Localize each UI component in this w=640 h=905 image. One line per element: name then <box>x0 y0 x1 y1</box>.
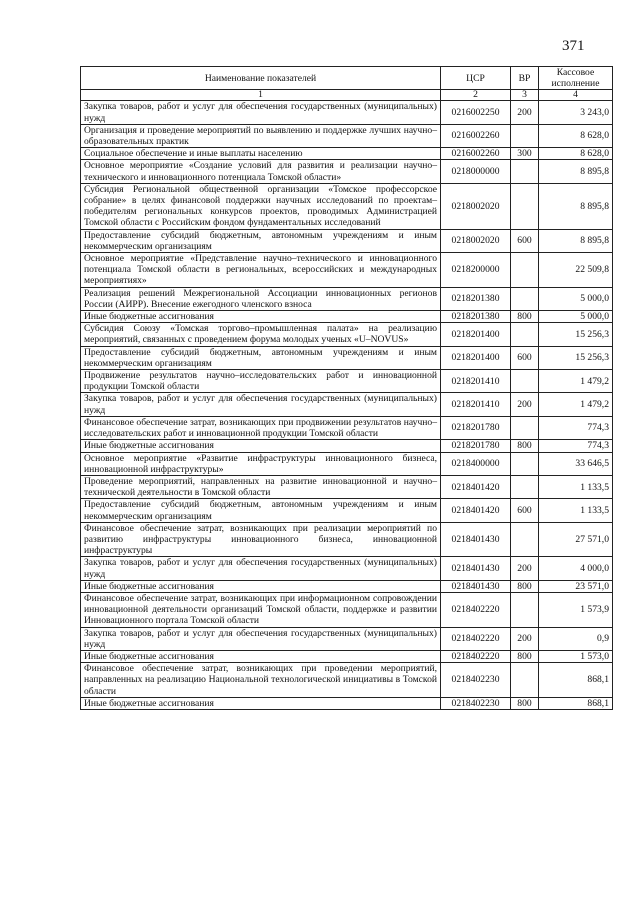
table-row <box>81 160 613 183</box>
table-row <box>81 475 613 498</box>
row-csr-cell: 0218400000 <box>441 452 511 475</box>
row-csr-cell: 0218201410 <box>441 393 511 416</box>
table-row <box>81 253 613 288</box>
row-amount-cell: 774,3 <box>539 416 613 439</box>
page-number: 371 <box>562 38 585 54</box>
table-row <box>81 557 613 580</box>
row-vr-cell <box>511 160 539 183</box>
row-vr-cell <box>511 183 539 229</box>
table-row <box>81 287 613 310</box>
row-csr-cell: 0216002260 <box>441 124 511 147</box>
row-csr-cell: 0218401420 <box>441 499 511 522</box>
row-csr-cell: 0218201400 <box>441 346 511 369</box>
header-row <box>81 67 613 90</box>
table-row <box>81 148 613 160</box>
row-vr-cell: 200 <box>511 101 539 124</box>
column-number: 4 <box>539 90 613 101</box>
row-name-cell: Предоставление субсидий бюджетным, автономным учреждениям и иным некоммерческим организациям <box>81 346 441 369</box>
column-number-row <box>81 90 613 101</box>
row-amount-cell: 1 133,5 <box>539 499 613 522</box>
row-amount-cell: 1 133,5 <box>539 475 613 498</box>
row-vr-cell: 600 <box>511 346 539 369</box>
row-csr-cell: 0218401430 <box>441 580 511 592</box>
row-amount-cell: 4 000,0 <box>539 557 613 580</box>
row-amount-cell: 5 000,0 <box>539 311 613 323</box>
row-csr-cell: 0216002260 <box>441 148 511 160</box>
row-vr-cell: 300 <box>511 148 539 160</box>
row-amount-cell: 774,3 <box>539 440 613 452</box>
budget-table <box>80 66 613 710</box>
row-vr-cell <box>511 416 539 439</box>
row-name-cell: Продвижение результатов научно–исследовательских работ и инновационной продукции Томской области <box>81 370 441 393</box>
row-amount-cell: 8 895,8 <box>539 183 613 229</box>
row-name-cell: Закупка товаров, работ и услуг для обеспечения государственных (муниципальных) нужд <box>81 627 441 650</box>
row-vr-cell: 800 <box>511 650 539 662</box>
header-amount: Кассовое исполнение <box>539 67 613 90</box>
table-row <box>81 592 613 627</box>
row-name-cell: Финансовое обеспечение затрат, возникающих при проведении мероприятий, направленных на реализацию Национальной технологической инициативы в Томской области <box>81 663 441 698</box>
table-row <box>81 697 613 709</box>
row-csr-cell: 0218002020 <box>441 183 511 229</box>
row-amount-cell: 1 573,9 <box>539 592 613 627</box>
row-name-cell: Закупка товаров, работ и услуг для обеспечения государственных (муниципальных) нужд <box>81 101 441 124</box>
row-csr-cell: 0218402220 <box>441 650 511 662</box>
row-name-cell: Основное мероприятие «Создание условий для развития и реализации научно–технического и инновационного потенциала Томской области» <box>81 160 441 183</box>
row-amount-cell: 27 571,0 <box>539 522 613 557</box>
row-amount-cell: 868,1 <box>539 663 613 698</box>
row-csr-cell: 0218201410 <box>441 370 511 393</box>
column-number: 3 <box>511 90 539 101</box>
row-amount-cell: 8 895,8 <box>539 229 613 252</box>
row-vr-cell <box>511 287 539 310</box>
row-csr-cell: 0218201780 <box>441 440 511 452</box>
row-vr-cell <box>511 522 539 557</box>
table-row <box>81 101 613 124</box>
row-name-cell: Финансовое обеспечение затрат, возникающих при реализации мероприятий по развитию инфраструктуры инновационного бизнеса, инновационной инфраструктуры <box>81 522 441 557</box>
row-name-cell: Предоставление субсидий бюджетным, автономным учреждениям и иным некоммерческим организациям <box>81 499 441 522</box>
row-amount-cell: 3 243,0 <box>539 101 613 124</box>
column-number: 1 <box>81 90 441 101</box>
row-csr-cell: 0218402230 <box>441 663 511 698</box>
row-name-cell: Проведение мероприятий, направленных на развитие инновационной и научно–технической деятельности в Томской области <box>81 475 441 498</box>
table-row <box>81 452 613 475</box>
row-amount-cell: 1 479,2 <box>539 370 613 393</box>
row-vr-cell: 800 <box>511 580 539 592</box>
row-csr-cell: 0218200000 <box>441 253 511 288</box>
row-amount-cell: 23 571,0 <box>539 580 613 592</box>
row-amount-cell: 8 628,0 <box>539 148 613 160</box>
row-vr-cell <box>511 124 539 147</box>
table-row <box>81 627 613 650</box>
row-name-cell: Финансовое обеспечение затрат, возникающих при информационном сопровождении инновационной деятельности организаций Томской области, поддержке и развитии Инновационного портала Томской области <box>81 592 441 627</box>
table-row <box>81 440 613 452</box>
row-vr-cell <box>511 452 539 475</box>
row-csr-cell: 0218002020 <box>441 229 511 252</box>
row-name-cell: Субсидия Региональной общественной организации «Томское профессорское собрание» в целях финансовой поддержки научных исследований по проектам–победителям региональных конкурсов проектов, проводимых Администрацией Томской области с Российским фондом фундаментальных исследований <box>81 183 441 229</box>
row-name-cell: Иные бюджетные ассигнования <box>81 697 441 709</box>
table-row <box>81 393 613 416</box>
table-row <box>81 499 613 522</box>
table-row <box>81 229 613 252</box>
row-name-cell: Иные бюджетные ассигнования <box>81 650 441 662</box>
row-name-cell: Социальное обеспечение и иные выплаты населению <box>81 148 441 160</box>
row-csr-cell: 0218201380 <box>441 287 511 310</box>
row-amount-cell: 15 256,3 <box>539 323 613 346</box>
row-amount-cell: 868,1 <box>539 697 613 709</box>
table-row <box>81 580 613 592</box>
row-vr-cell: 200 <box>511 393 539 416</box>
row-csr-cell: 0216002250 <box>441 101 511 124</box>
table-row <box>81 522 613 557</box>
row-name-cell: Иные бюджетные ассигнования <box>81 580 441 592</box>
row-vr-cell: 600 <box>511 229 539 252</box>
row-csr-cell: 0218402230 <box>441 697 511 709</box>
row-amount-cell: 8 895,8 <box>539 160 613 183</box>
row-vr-cell: 800 <box>511 440 539 452</box>
row-vr-cell <box>511 592 539 627</box>
row-csr-cell: 0218401430 <box>441 557 511 580</box>
row-amount-cell: 1 479,2 <box>539 393 613 416</box>
table-row <box>81 650 613 662</box>
row-amount-cell: 1 573,0 <box>539 650 613 662</box>
row-csr-cell: 0218201780 <box>441 416 511 439</box>
table-row <box>81 370 613 393</box>
row-name-cell: Организация и проведение мероприятий по выявлению и поддержке лучших научно–образовательных практик <box>81 124 441 147</box>
row-amount-cell: 15 256,3 <box>539 346 613 369</box>
table-row <box>81 346 613 369</box>
row-amount-cell: 0,9 <box>539 627 613 650</box>
row-vr-cell <box>511 370 539 393</box>
row-name-cell: Реализация решений Межрегиональной Ассоциации инновационных регионов России (АИРР). Внесение ежегодного членского взноса <box>81 287 441 310</box>
header-vr: ВР <box>511 67 539 90</box>
row-vr-cell: 600 <box>511 499 539 522</box>
column-number: 2 <box>441 90 511 101</box>
row-name-cell: Предоставление субсидий бюджетным, автономным учреждениям и иным некоммерческим организациям <box>81 229 441 252</box>
row-vr-cell <box>511 253 539 288</box>
row-name-cell: Основное мероприятие «Развитие инфраструктуры инновационного бизнеса, инновационной инфраструктуры» <box>81 452 441 475</box>
table-row <box>81 323 613 346</box>
row-name-cell: Иные бюджетные ассигнования <box>81 440 441 452</box>
row-csr-cell: 0218201400 <box>441 323 511 346</box>
row-csr-cell: 0218000000 <box>441 160 511 183</box>
row-name-cell: Субсидия Союзу «Томская торгово–промышленная палата» на реализацию мероприятий, связанных с проведением форума молодых ученых «U–NOVUS» <box>81 323 441 346</box>
table-row <box>81 311 613 323</box>
row-csr-cell: 0218401420 <box>441 475 511 498</box>
row-vr-cell: 800 <box>511 697 539 709</box>
row-amount-cell: 33 646,5 <box>539 452 613 475</box>
row-vr-cell: 200 <box>511 627 539 650</box>
row-name-cell: Основное мероприятие «Представление научно–технического и инновационного потенциала Томской области в региональных, всероссийских и международных мероприятиях» <box>81 253 441 288</box>
row-name-cell: Закупка товаров, работ и услуг для обеспечения государственных (муниципальных) нужд <box>81 557 441 580</box>
row-csr-cell: 0218402220 <box>441 592 511 627</box>
header-csr: ЦСР <box>441 67 511 90</box>
table-row <box>81 416 613 439</box>
row-vr-cell: 800 <box>511 311 539 323</box>
table-row <box>81 124 613 147</box>
row-csr-cell: 0218402220 <box>441 627 511 650</box>
row-vr-cell <box>511 323 539 346</box>
row-name-cell: Закупка товаров, работ и услуг для обеспечения государственных (муниципальных) нужд <box>81 393 441 416</box>
row-vr-cell: 200 <box>511 557 539 580</box>
header-name: Наименование показателей <box>81 67 441 90</box>
row-amount-cell: 5 000,0 <box>539 287 613 310</box>
row-amount-cell: 22 509,8 <box>539 253 613 288</box>
row-amount-cell: 8 628,0 <box>539 124 613 147</box>
row-name-cell: Финансовое обеспечение затрат, возникающих при продвижении результатов научно–исследовательских работ и инновационной продукции Томской области <box>81 416 441 439</box>
row-csr-cell: 0218201380 <box>441 311 511 323</box>
table-row <box>81 183 613 229</box>
table-row <box>81 663 613 698</box>
row-vr-cell <box>511 663 539 698</box>
row-csr-cell: 0218401430 <box>441 522 511 557</box>
row-vr-cell <box>511 475 539 498</box>
row-name-cell: Иные бюджетные ассигнования <box>81 311 441 323</box>
